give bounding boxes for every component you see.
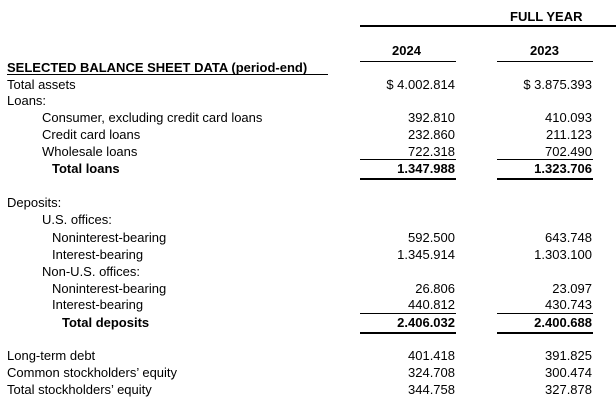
value-2024-long-term-debt: 401.418 bbox=[408, 348, 455, 363]
row-label-non-us-noninterest-bearing: Noninterest-bearing bbox=[52, 281, 167, 296]
value-2023-long-term-debt: 391.825 bbox=[545, 348, 592, 363]
value-2023-non-us-noninterest-bearing: 23.097 bbox=[552, 281, 592, 296]
col-header-2024: 2024 bbox=[392, 43, 421, 58]
value-2024-common-equity: 324.708 bbox=[408, 365, 455, 380]
subtotal-rule-2023-loans bbox=[497, 159, 593, 160]
col-2023-underline bbox=[497, 61, 593, 62]
value-2023-credit-card-loans: 211.123 bbox=[545, 127, 592, 142]
col-header-2023: 2023 bbox=[530, 43, 559, 58]
subtotal-rule-2024-loans bbox=[360, 159, 456, 160]
value-2023-total-assets: $ 3.875.393 bbox=[523, 77, 592, 92]
value-2024-total-deposits: 2.406.032 bbox=[397, 315, 455, 330]
row-label-total-loans: Total loans bbox=[52, 161, 120, 176]
non-us-offices-heading: Non-U.S. offices: bbox=[42, 264, 141, 279]
row-label-consumer-loans: Consumer, excluding credit card loans bbox=[42, 110, 263, 125]
value-2024-total-loans: 1.347.988 bbox=[397, 161, 455, 176]
us-offices-heading: U.S. offices: bbox=[42, 212, 112, 227]
value-2024-credit-card-loans: 232.860 bbox=[408, 127, 455, 142]
value-2023-non-us-interest-bearing: 430.743 bbox=[545, 297, 592, 312]
row-label-non-us-interest-bearing: Interest-bearing bbox=[52, 297, 144, 312]
total-rule-2024-deposits bbox=[360, 332, 456, 334]
subtotal-rule-2024-deposits bbox=[360, 313, 456, 314]
header-rule bbox=[360, 25, 616, 27]
row-label-total-assets: Total assets bbox=[7, 77, 76, 92]
row-label-wholesale-loans: Wholesale loans bbox=[42, 144, 138, 159]
row-label-credit-card-loans: Credit card loans bbox=[42, 127, 141, 142]
section-title: SELECTED BALANCE SHEET DATA (period-end) bbox=[7, 60, 308, 75]
value-2023-total-loans: 1.323.706 bbox=[534, 161, 592, 176]
value-2024-non-us-interest-bearing: 440.812 bbox=[408, 297, 455, 312]
value-2023-consumer-loans: 410.093 bbox=[545, 110, 592, 125]
value-2023-us-noninterest-bearing: 643.748 bbox=[545, 230, 592, 245]
value-2024-consumer-loans: 392.810 bbox=[408, 110, 455, 125]
value-2024-us-interest-bearing: 1.345.914 bbox=[397, 247, 455, 262]
value-2023-total-equity: 327.878 bbox=[545, 382, 592, 397]
col-2024-underline bbox=[360, 61, 456, 62]
total-rule-2024-loans bbox=[360, 178, 456, 180]
row-label-us-noninterest-bearing: Noninterest-bearing bbox=[52, 230, 167, 245]
value-2024-non-us-noninterest-bearing: 26.806 bbox=[415, 281, 455, 296]
value-2024-us-noninterest-bearing: 592.500 bbox=[408, 230, 455, 245]
row-label-long-term-debt: Long-term debt bbox=[7, 348, 96, 363]
value-2023-wholesale-loans: 702.490 bbox=[545, 144, 592, 159]
full-year-header: FULL YEAR bbox=[510, 9, 583, 24]
value-2024-total-assets: $ 4.002.814 bbox=[386, 77, 455, 92]
value-2024-total-equity: 344.758 bbox=[408, 382, 455, 397]
row-label-us-interest-bearing: Interest-bearing bbox=[52, 247, 144, 262]
value-2024-wholesale-loans: 722.318 bbox=[408, 144, 455, 159]
row-label-total-equity: Total stockholders’ equity bbox=[7, 382, 152, 397]
subtotal-rule-2023-deposits bbox=[497, 313, 593, 314]
section-title-underline bbox=[7, 74, 328, 75]
value-2023-total-deposits: 2.400.688 bbox=[534, 315, 592, 330]
total-rule-2023-deposits bbox=[497, 332, 593, 334]
value-2023-common-equity: 300.474 bbox=[545, 365, 592, 380]
loans-heading: Loans: bbox=[7, 93, 47, 108]
row-label-total-deposits: Total deposits bbox=[62, 315, 150, 330]
total-rule-2023-loans bbox=[497, 178, 593, 180]
row-label-common-equity: Common stockholders’ equity bbox=[7, 365, 178, 380]
value-2023-us-interest-bearing: 1.303.100 bbox=[534, 247, 592, 262]
deposits-heading: Deposits: bbox=[7, 195, 62, 210]
